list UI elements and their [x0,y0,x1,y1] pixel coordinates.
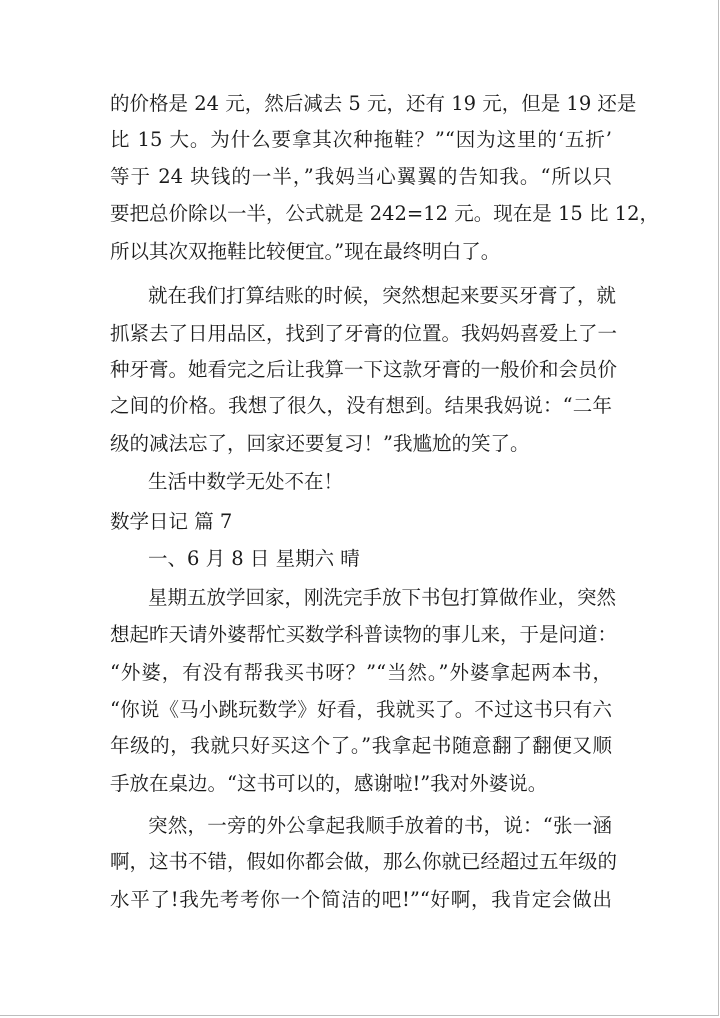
text-line: 等于 24 块钱的一半，”我妈当心翼翼的告知我。“所以只 [110,165,612,188]
text-line: 要把总价除以一半，公式就是 242=12 元。现在是 15 比 12， [110,202,659,225]
text-line: 之间的价格。我想了很久，没有想到。结果我妈说：“二年 [110,394,612,417]
text-line: 想起昨天请外婆帮忙买数学科普读物的事儿来，于是问道： [110,623,618,646]
text-line: 种牙膏。她看完之后让我算一下这款牙膏的一般价和会员价 [110,358,618,381]
date-line: 一、6 月 8 日 星期六 晴 [148,547,360,570]
text-line: “你说《马小跳玩数学》好看，我就买了。不过这书只有六 [110,698,612,721]
text-line: 的价格是 24 元，然后减去 5 元，还有 19 元，但是 19 还是 [110,92,637,115]
text-line: 比 15 大。为什么要拿其次种拖鞋？”“因为这里的‘五折’ [110,128,612,151]
section-heading: 数学日记 篇 7 [110,510,233,533]
text-line: 啊，这书不错，假如你都会做，那么你就已经超过五年级的 [110,850,618,873]
text-line: 抓紧去了日用品区，找到了牙膏的位置。我妈妈喜爱上了一 [110,322,618,345]
text-line: 突然，一旁的外公拿起我顺手放着的书，说：“张一涵 [148,814,612,837]
text-line: 水平了!我先考考你一个简洁的吧!”“好啊，我肯定会做出 [110,888,612,911]
text-line: 年级的，我就只好买这个了。”我拿起书随意翻了翻便又顺 [110,734,612,757]
text-line: 级的减法忘了，回家还要复习！”我尴尬的笑了。 [110,432,530,455]
text-line: 手放在桌边。“这书可以的，感谢啦!”我对外婆说。 [110,772,548,795]
text-line: 就在我们打算结账的时候，突然想起来要买牙膏了，就 [148,284,617,307]
text-line: “外婆，有没有帮我买书呀？”“当然。”外婆拿起两本书， [110,661,612,684]
text-line: 所以其次双拖鞋比较便宜。”现在最终明白了。 [110,240,501,263]
text-line: 星期五放学回家，刚洗完手放下书包打算做作业，突然 [148,586,617,609]
text-line: 生活中数学无处不在！ [148,470,344,493]
